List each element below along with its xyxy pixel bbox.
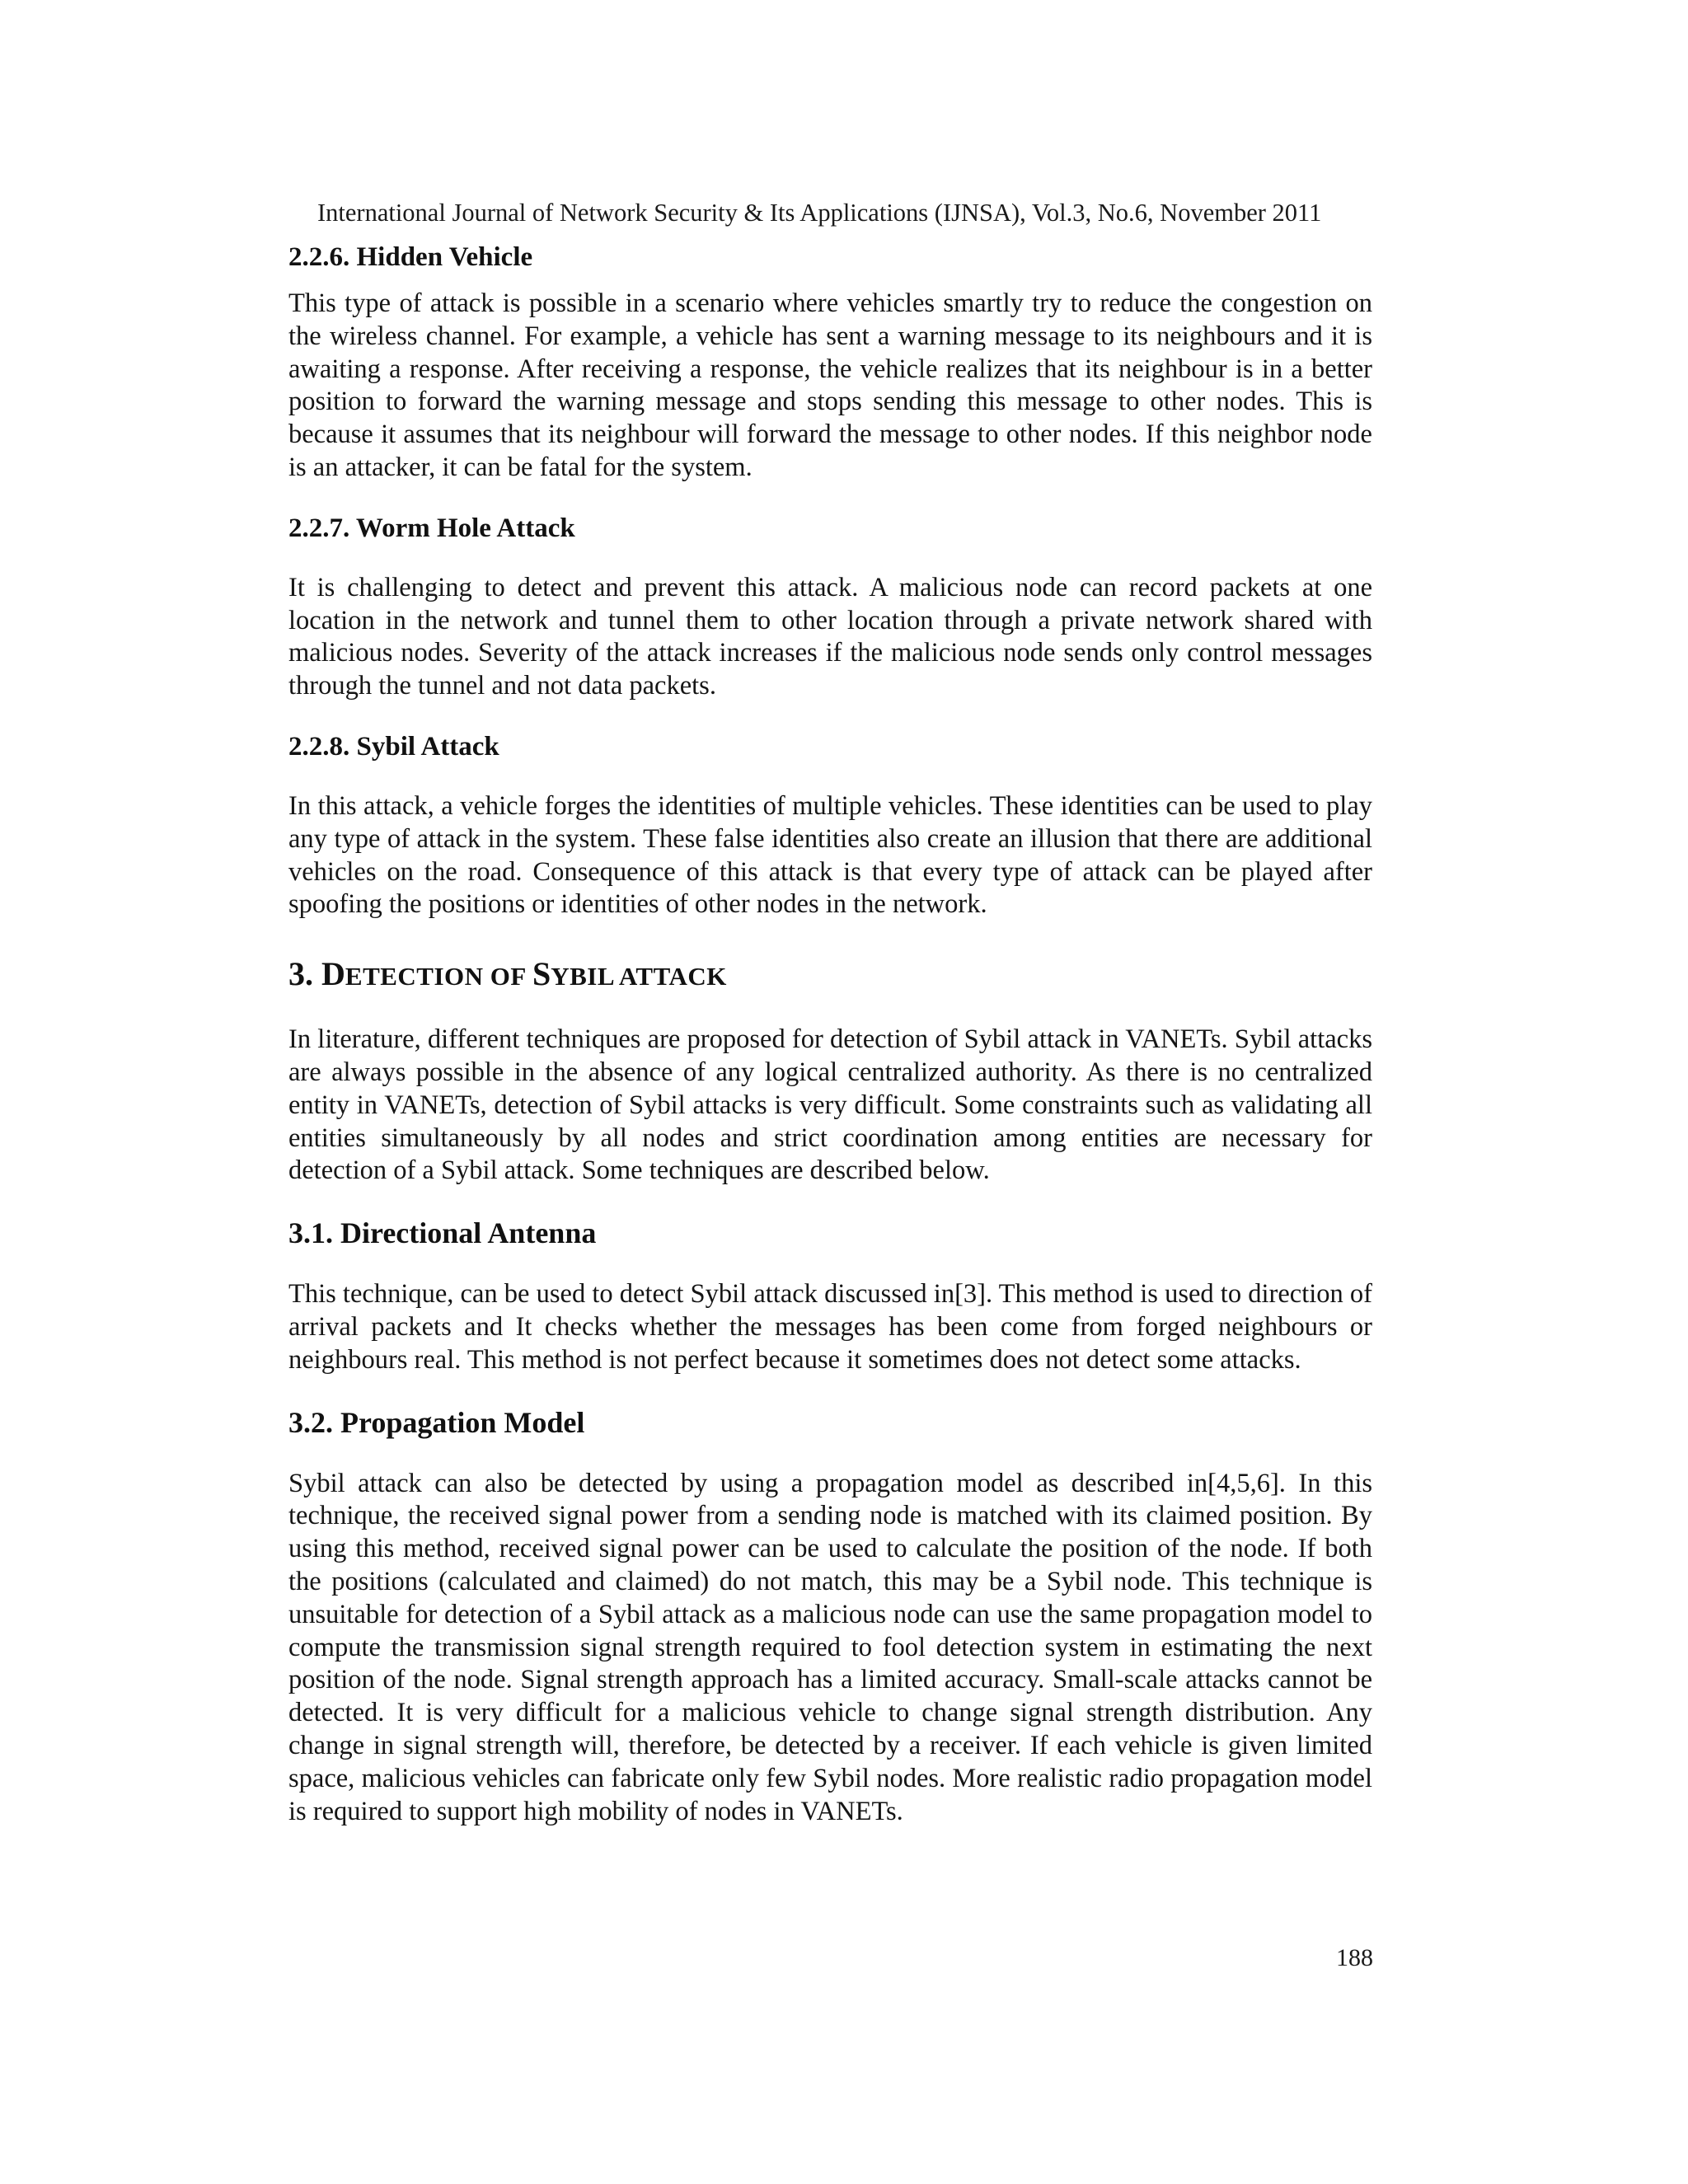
paragraph-sybil-attack: In this attack, a vehicle forges the identities of multiple vehicles. These identities can be used to play any type of attack in the system. These false identities also create an illusion that there are additional vehicles on the road. Consequence of this attack is that every type of attack can be played after spoofing the positions or identities of other nodes in the network. bbox=[288, 790, 1372, 920]
section-title-initial-s: S bbox=[532, 955, 551, 993]
heading-3-2: 3.2. Propagation Model bbox=[288, 1405, 585, 1439]
section-title-part-2: YBIL ATTACK bbox=[551, 962, 727, 991]
section-title-part-1: ETECTION OF bbox=[345, 962, 532, 991]
paragraph-propagation-model: Sybil attack can also be detected by using a propagation model as described in[4,5,6]. In this technique, the received signal power from a sending node is matched with its claimed position. By using this method, received signal power can be used to calculate the position of the node. If both the positions (calculated and claimed) do not match, this may be a Sybil node. This technique is unsuitable for detection of a Sybil attack as a malicious node can use the same propagation model to compute the transmission signal strength required to fool detection system in estimating the next position of the node. Signal strength approach has a limited accuracy. Small-scale attacks cannot be detected. It is very difficult for a malicious vehicle to change signal strength distribution. Any change in signal strength will, therefore, be detected by a receiver. If each vehicle is given limited space, malicious vehicles can fabricate only few Sybil nodes. More realistic radio propagation model is required to support high mobility of nodes in VANETs. bbox=[288, 1468, 1372, 1826]
paragraph-worm-hole-attack: It is challenging to detect and prevent this attack. A malicious node can record packets at one location in the network and tunnel them to other location through a private network shared with malicious nodes. Severity of the attack increases if the malicious node sends only control messages through the tunnel and not data packets. bbox=[288, 572, 1372, 701]
running-header: International Journal of Network Security & Its Applications (IJNSA), Vol.3, No.6, November 2011 bbox=[317, 199, 1322, 227]
heading-2-2-6: 2.2.6. Hidden Vehicle bbox=[288, 242, 533, 272]
heading-2-2-8: 2.2.8. Sybil Attack bbox=[288, 731, 499, 762]
heading-2-2-7: 2.2.7. Worm Hole Attack bbox=[288, 513, 575, 543]
heading-3-1: 3.1. Directional Antenna bbox=[288, 1216, 597, 1250]
paragraph-hidden-vehicle: This type of attack is possible in a scenario where vehicles smartly try to reduce the congestion on the wireless channel. For example, a vehicle has sent a warning message to its neighbours and it is awaiting a response. After receiving a response, the vehicle realizes that its neighbour is in a better position to forward the warning message and stops sending this message to other nodes. This is because it assumes that its neighbour will forward the message to other nodes. If this neighbor node is an attacker, it can be fatal for the system. bbox=[288, 288, 1372, 482]
section-number: 3. bbox=[288, 955, 313, 993]
section-title-initial-d: D bbox=[321, 955, 345, 993]
paragraph-directional-antenna: This technique, can be used to detect Sybil attack discussed in[3]. This method is used to direction of arrival packets and It checks whether the messages has been come from forged neighbours or neighbours real. This method is not perfect because it sometimes does not detect some attacks. bbox=[288, 1279, 1372, 1375]
paragraph-detection-intro: In literature, different techniques are proposed for detection of Sybil attack in VANETs. Sybil attacks are always possible in the absence of any logical centralized authority. As there is no centralized entity in VANETs, detection of Sybil attacks is very difficult. Some constraints such as validating all entities simultaneously by all nodes and strict coordination among entities are necessary for detection of a Sybil attack. Some techniques are described below. bbox=[288, 1024, 1372, 1186]
section-heading-3 bbox=[288, 954, 1372, 996]
page-number: 188 bbox=[1336, 1944, 1373, 1971]
page-content bbox=[288, 241, 1372, 1828]
